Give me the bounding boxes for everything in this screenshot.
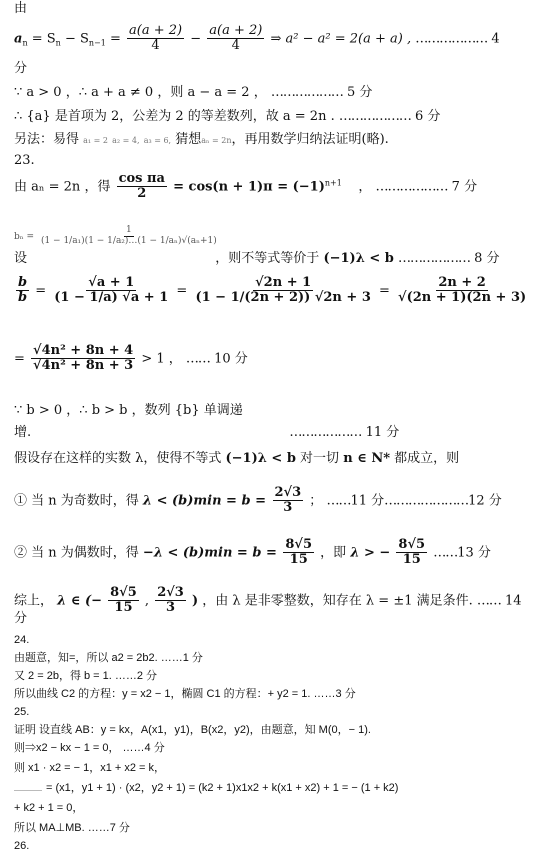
- text-line: 分: [14, 611, 28, 626]
- score: 8 分: [474, 251, 500, 266]
- text: 猜想: [175, 132, 202, 147]
- dots: ………………: [397, 251, 470, 266]
- text-line: [14, 86, 372, 100]
- text-line: [14, 62, 27, 76]
- tiny-term: a₂ = 4,: [112, 136, 140, 145]
- fraction: $\frac{2√3}{3}$: [157, 585, 184, 616]
- fraction: $\frac{2√3}{3}$: [274, 485, 302, 516]
- result-expr: ⇒ a² − a² = 2(a + a) ,: [270, 31, 412, 47]
- dots: ………………: [270, 85, 343, 100]
- text-line: = (x1，y1 + 1) · (x2，y2 + 1) = (k2 + 1)x1x2 + k(x1 + x2) + 1 = − (1 + k2): [14, 782, 398, 794]
- text-line: 又 2 = 2b，得 b = 1. ……2 分: [14, 670, 158, 682]
- word-you: 由: [14, 1, 28, 16]
- text-line: [14, 110, 440, 124]
- text-line: [14, 2, 27, 16]
- case-line: ② 当 n 为偶数时，得 −λ < (b)min = b = $\frac{8√5}{15}$ ，即 λ > − $\frac{8√5}{15}$ ……13 分: [14, 537, 491, 568]
- inequality: (−1)λ < b: [323, 251, 394, 266]
- text-line: 所以 MA⊥MB. ……7 分: [14, 822, 130, 834]
- text-line: 则 x1 · x2 = − 1，x1 + x2 = k，: [14, 762, 166, 774]
- tiny-term: a₁ = 2: [83, 136, 109, 145]
- score: 10 分: [214, 351, 248, 367]
- score: 13 分: [457, 545, 491, 561]
- fraction: $\frac{8√5}{15}$: [398, 537, 426, 568]
- text-line: 设 ，则不等式等价于 (−1)λ < b ……………… 8 分: [14, 251, 500, 266]
- fraction: $\frac{√2n + 1}{(1 - 1/(2n + 2)) √2n + 3}$: [195, 275, 371, 306]
- text-line: 假设存在这样的实数 λ，使得不等式 (−1)λ < b 对一切 n ∈ N* 都成立，则: [14, 451, 460, 466]
- text-line: 由题意，知=，所以 a2 = 2b2. ……1 分: [14, 652, 203, 664]
- dots: ………………: [338, 109, 411, 124]
- equation-line: $a_n = S_n - S_{n-1}$ = $\frac{a(a + 2)}{4}$ − $\frac{a(a + 2)}{4}$ ⇒ a² − a² = 2(a + a) , ……………… 4: [14, 23, 500, 54]
- score: 14: [505, 593, 522, 609]
- text-line: 所以曲线 C2 的方程：y = x2 − 1，椭圆 C1 的方程：+ y2 = 1. ……3 分: [14, 688, 356, 700]
- dots: ………………: [415, 31, 488, 47]
- score: 12 分: [468, 493, 502, 509]
- fraction: $\frac{2n + 2}{√(2n + 1)(2n + 3)}$: [398, 275, 527, 306]
- text: ，再用数学归纳法证明(略).: [231, 132, 389, 147]
- question-number: 25.: [14, 706, 30, 718]
- text: 另法：易得: [14, 132, 80, 147]
- tiny-term: a₃ = 6,: [143, 136, 172, 145]
- question-number: 26.: [14, 840, 30, 852]
- fraction: $\frac{a(a + 2)}{4}$: [129, 23, 183, 54]
- text-line: 增. ……………… 11 分: [14, 425, 400, 440]
- fraction: $\frac{a(a + 2)}{4}$: [209, 23, 263, 54]
- text-line: ∵ b > 0 ，∴ b > b ，数列 {b} 单调递: [14, 403, 243, 418]
- case-line: ① 当 n 为奇数时，得 λ < (b)min = b = $\frac{2√3}{3}$ ； ……11 分…………………12 分: [14, 485, 502, 516]
- question-number: 24.: [14, 634, 30, 646]
- score: 11 分: [365, 425, 400, 440]
- dots: ……: [185, 351, 210, 367]
- fraction: $\frac{√a + 1}{(1 - 1/a) √a + 1}$: [54, 275, 169, 306]
- term-a: a: [14, 31, 23, 47]
- score: 6 分: [415, 109, 441, 124]
- fraction: $\frac{8√5}{15}$: [110, 585, 137, 616]
- minus-part: − S: [64, 31, 89, 47]
- statement: ∴ {a} 是首项为 2，公差为 2 的等差数列，故 a = 2n .: [14, 109, 335, 124]
- score: 11 分: [350, 493, 385, 509]
- score: 7 分: [451, 179, 478, 195]
- expr: = cos(n + 1)π = (−1): [173, 179, 325, 195]
- equation-line: $\frac{b}{b}$ = $\frac{√a + 1}{(1 - 1/a) √a + 1}$ = $\frac{√2n + 1}{(1 - 1/(2n + 2)) √2n + 3}$ = $\frac{2n + 2}{√(2n + 1)(2n + 3)}$: [18, 275, 527, 306]
- text-line: 则⇒x2 − kx − 1 = 0， ……4 分: [14, 742, 165, 754]
- text-line: 证明 设直线 AB：y = kx，A(x1，y1)，B(x2，y2)，由题意，知 M(0，− 1).: [14, 724, 371, 736]
- text-line: [14, 133, 389, 147]
- b-definition: bₙ = $\frac{1}{\text{(1 − 1/a₁)(1 − 1/a₂)…(1 − 1/aₙ)√(aₙ+1)}}$: [14, 225, 217, 246]
- fraction: $\frac{b}{b}$: [18, 275, 28, 306]
- dots: ………………: [289, 425, 362, 440]
- equation-line: = $\frac{\text{√4n² + 8n + 4}}{\text{√4n² + 8n + 3}}$ > 1 ， …… 10 分: [14, 343, 248, 374]
- score-unit: 分: [14, 61, 28, 76]
- inequality: (−1)λ < b: [225, 451, 296, 466]
- eq-part: = S: [31, 31, 56, 47]
- fraction: $\frac{\text{cos πa}}{2}$: [118, 171, 165, 202]
- dots: ………………: [375, 179, 448, 195]
- score-number: 4: [491, 31, 500, 47]
- question-number: 23.: [14, 153, 35, 168]
- conclusion-line: 综上， λ ∈ (− $\frac{8√5}{15}$ , $\frac{2√3}{3}$ ) ，由 λ 是非零整数，知存在 λ = ±1 满足条件. …… 14: [14, 585, 522, 616]
- text-line: + k2 + 1 = 0，: [14, 802, 84, 814]
- tiny-term: aₙ = 2n: [201, 136, 232, 145]
- fraction: $\frac{1}{\text{(1 − 1/a₁)(1 − 1/a₂)…(1 − 1/aₙ)√(aₙ+1)}}$: [40, 225, 217, 246]
- statement: ∵ a > 0 ，∴ a + a ≠ 0 ，则 a − a = 2 ，: [14, 85, 267, 100]
- equation-line: 由 aₙ = 2n ，得 $\frac{\text{cos πa}}{2}$ = $\cos(n + 1)\pi = (-1)^{n+1}$ ， ……………… 7 分: [14, 171, 478, 202]
- text: 由 aₙ = 2n ，得: [14, 179, 111, 195]
- fraction: $\frac{8√5}{15}$: [285, 537, 313, 568]
- fraction: $\frac{\text{√4n² + 8n + 4}}{\text{√4n² + 8n + 3}}$: [33, 343, 134, 374]
- score: 5 分: [346, 85, 373, 100]
